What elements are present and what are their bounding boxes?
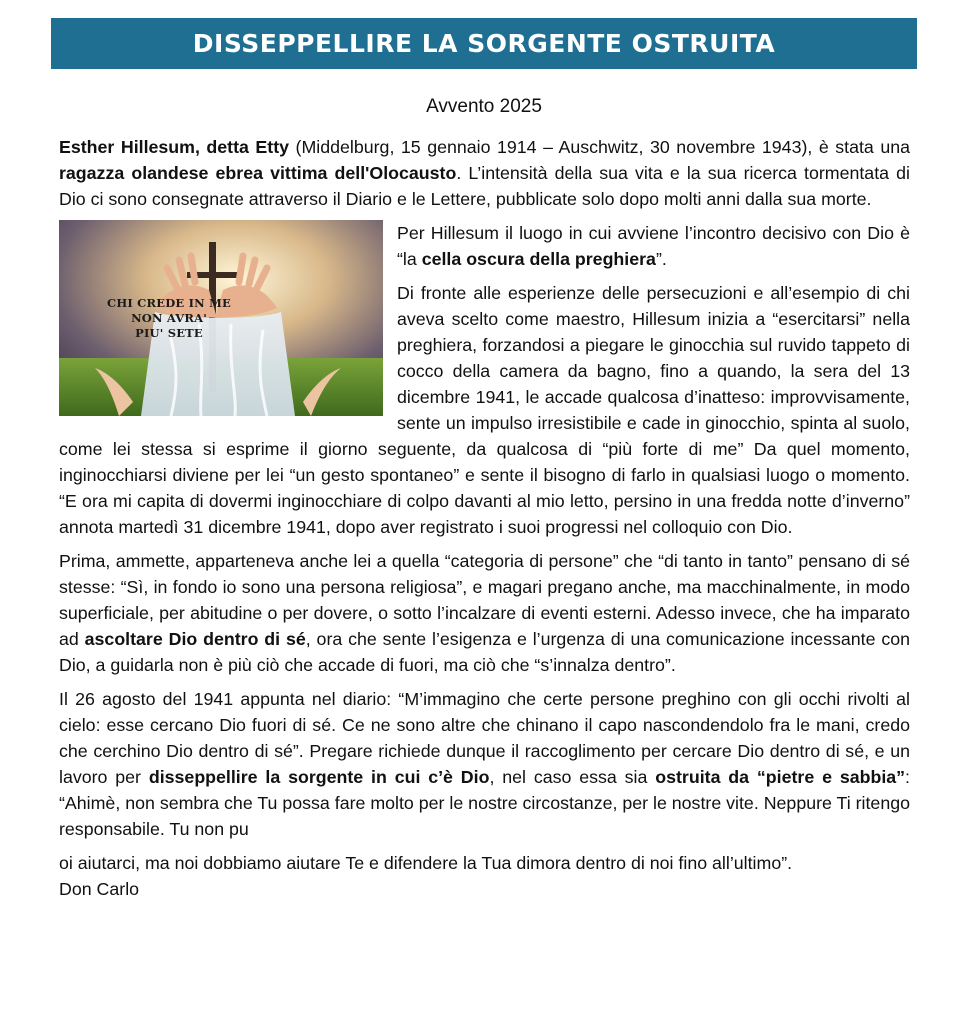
bold-text: ragazza olandese ebrea vittima dell'Olocausto [59, 163, 457, 183]
paragraph-cella: Per Hillesum il luogo in cui avviene l’incontro decisivo con Dio è “la cella oscura della preghiera”. [397, 223, 910, 269]
bold-text: Esther Hillesum, detta Etty [59, 137, 290, 157]
bold-text: cella oscura della preghiera [421, 249, 656, 269]
bold-text: ascoltare Dio dentro di sé [84, 629, 306, 649]
page-title-banner [51, 18, 917, 69]
bold-text: disseppellire la sorgente in cui c’è Dio [148, 767, 490, 787]
signature: Don Carlo [59, 879, 140, 899]
paragraph-preghiera: Di fronte alle esperienze delle persecuzioni e all’esempio di chi aveva scelto come maestro, Hillesum inizia a “esercitarsi” nella preghiera, forzandosi a piegare le ginocchia sul ruvido tappeto di cocco della camera da bagno, fino a quando, la sera del 13 dicembre 1941, le accade qualcosa d’inatteso: improvvisamente, sente un impulso irresistibile e cade in ginocchio, spinta al suolo, come lei stessa si esprime il giorno seguente, da qualcosa di “più forte di me” Da quel momento, inginocchiarsi diviene per lei “un gesto spontaneo” e sente il bisogno di farlo in qualsiasi luogo o momento. “E ora mi capita di dovermi inginocchiare di colpo davanti al mio letto, persino in una fredda notte d’inverno” annota martedì 31 dicembre 1941, dopo aver registrato i suoi progressi nel colloquio con Dio. [59, 283, 910, 537]
page-title: DISSEPPELLIRE LA SORGENTE OSTRUITA [192, 29, 776, 58]
paragraph-prima: Prima, ammette, apparteneva anche lei a quella “categoria di persone” che “di tanto in tanto” pensano di sé stesse: “Sì, in fondo io sono una persona religiosa”, e magari pregano anche, ma macchinalmente, in modo superficiale, per abitudine o per dovere, o sotto l’incalzare di eventi esterni. Adesso invece, che ha imparato ad ascoltare Dio dentro di sé, ora che sente l’esigenza e l’urgenza di una comunicazione incessante con Dio, a guidarla non è più ciò che accade di fuori, ma ciò che “s’innalza dentro”. [59, 551, 910, 675]
bold-text: ostruita da “pietre e sabbia” [655, 767, 906, 787]
praying-hands-waterfall-image [59, 220, 383, 416]
paragraph-diario: Il 26 agosto del 1941 appunta nel diario: “M’immagino che certe persone preghino con gli occhi rivolti al cielo: esse cercano Dio fuori di sé. Ce ne sono altre che chinano il capo nascondendolo fra le mani, credo che cerchino Dio dentro di sé”. Pregare richiede dunque il raccoglimento per cercare Dio dentro di sé, e un lavoro per disseppellire la sorgente in cui c’è Dio, nel caso essa sia ostruita da “pietre e sabbia”: “Ahimè, non sembra che Tu possa fare molto per le nostre circostanze, per le nostre vite. Neppure Ti ritengo responsabile. Tu non pu [59, 689, 910, 839]
article-body [59, 134, 910, 910]
image-caption: CHI CREDE IN ME NON AVRA' PIU' SETE [106, 296, 231, 340]
paragraph-intro: Esther Hillesum, detta Etty (Middelburg, 15 gennaio 1914 – Auschwitz, 30 novembre 1943), è stata una ragazza olandese ebrea vittima dell'Olocausto. L’intensità della sua vita e la sua ricerca tormentata di Dio ci sono consegnate attraverso il Diario e le Lettere, pubblicate solo dopo molti anni dalla sua morte. [59, 137, 910, 209]
paragraph-closing: oi aiutarci, ma noi dobbiamo aiutare Te e difendere la Tua dimora dentro di noi fino all’ultimo”. [59, 853, 793, 873]
subtitle: Avvento 2025 [426, 96, 542, 117]
